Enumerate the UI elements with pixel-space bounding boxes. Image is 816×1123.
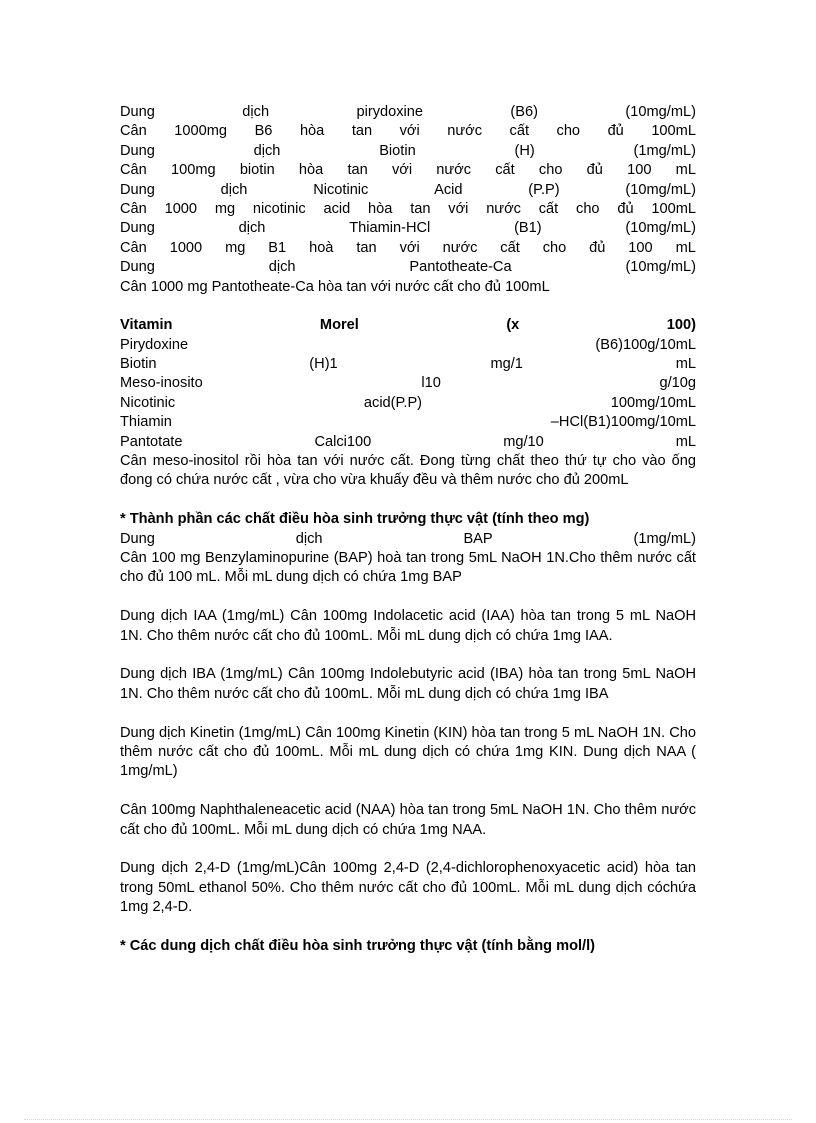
growth-regulators-mg-block bbox=[120, 510, 696, 917]
iaa-paragraph: Dung dịch IAA (1mg/mL) Cân 100mg Indolacetic acid (IAA) hòa tan trong 5 mL NaOH 1N. Cho thêm nước cất cho đủ 100mL. Mỗi mL dung dịch có chứa 1mg IAA. bbox=[120, 608, 696, 644]
vitamin-note: Cân meso-inositol rồi hòa tan với nước cất. Đong từng chất theo thứ tự cho vào ống đong có chứa nước cất , vừa cho vừa khuấy đều và thêm nước cho đủ 200mL bbox=[120, 453, 696, 489]
section-heading-mg: * Thành phần các chất điều hòa sinh trưởng thực vật (tính theo mg) bbox=[120, 511, 590, 528]
spacer bbox=[120, 297, 696, 316]
page-bottom-divider bbox=[24, 1119, 792, 1120]
spacer bbox=[120, 646, 696, 665]
vitamin-row: Biotin (H)1 mg/1 mL bbox=[120, 356, 696, 373]
bap-title: Dung dịch BAP (1mg/mL) bbox=[120, 530, 696, 547]
iba-paragraph: Dung dịch IBA (1mg/mL) Cân 100mg Indolebutyric acid (IBA) hòa tan trong 5mL NaOH 1N. Cho thêm nước cất cho đủ 100mL. Mỗi mL dung dịch có chứa 1mg IBA bbox=[120, 666, 696, 702]
stock-last-line: Cân 1000 mg Pantotheate-Ca hòa tan với nước cất cho đủ 100mL bbox=[120, 278, 550, 295]
justified-line: Cân 1000 mg nicotinic acid hòa tan với nước cất cho đủ 100mL bbox=[120, 200, 696, 217]
spacer bbox=[120, 491, 696, 510]
naa-paragraph: Cân 100mg Naphthaleneacetic acid (NAA) hòa tan trong 5mL NaOH 1N. Cho thêm nước cất cho đủ 100mL. Mỗi mL dung dịch có chứa 1mg NAA. bbox=[120, 802, 696, 838]
justified-line: Dung dịch Biotin (H) (1mg/mL) bbox=[120, 142, 696, 159]
stock-solutions-block bbox=[120, 103, 696, 297]
spacer bbox=[120, 782, 696, 801]
vitamin-row: Nicotinic acid(P.P) 100mg/10mL bbox=[120, 394, 696, 411]
justified-line: Cân 1000 mg B1 hoà tan với nước cất cho đủ 100 mL bbox=[120, 239, 696, 256]
document-page bbox=[120, 103, 696, 956]
justified-line: Dung dịch Pantotheate-Ca (10mg/mL) bbox=[120, 259, 696, 276]
spacer bbox=[120, 588, 696, 607]
justified-line: Dung dịch pirydoxine (B6) (10mg/mL) bbox=[120, 104, 696, 120]
kinetin-paragraph: Dung dịch Kinetin (1mg/mL) Cân 100mg Kinetin (KIN) hòa tan trong 5 mL NaOH 1N. Cho thêm nước cất cho đủ 100mL. Mỗi mL dung dịch có chứa 1mg KIN. Dung dịch NAA ( 1mg/mL) bbox=[120, 724, 696, 780]
justified-line: Dung dịch Nicotinic Acid (P.P) (10mg/mL) bbox=[120, 181, 696, 198]
vitamin-row: Thiamin –HCl(B1)100mg/10mL bbox=[120, 414, 696, 431]
spacer bbox=[120, 840, 696, 859]
spacer bbox=[120, 918, 696, 937]
spacer bbox=[120, 704, 696, 723]
vitamin-header: Vitamin Morel (x 100) bbox=[120, 317, 696, 334]
vitamin-row: Pirydoxine (B6)100g/10mL bbox=[120, 336, 696, 353]
section-heading-mol: * Các dung dịch chất điều hòa sinh trưởng thực vật (tính bằng mol/l) bbox=[120, 938, 596, 955]
bap-paragraph: Cân 100 mg Benzylaminopurine (BAP) hoà tan trong 5mL NaOH 1N.Cho thêm nước cất cho đủ 100 mL. Mỗi mL dung dịch có chứa 1mg BAP bbox=[120, 550, 696, 586]
justified-line: Cân 1000mg B6 hòa tan với nước cất cho đủ 100mL bbox=[120, 123, 696, 140]
vitamin-row: Meso-inosito l10 g/10g bbox=[120, 375, 696, 392]
vitamin-morel-block bbox=[120, 316, 696, 491]
d24-paragraph: Dung dịch 2,4-D (1mg/mL)Cân 100mg 2,4-D (2,4-dichlorophenoxyacetic acid) hòa tan trong 50mL ethanol 50%. Cho thêm nước cất cho đủ 100mL. Mỗi mL dung dịch cóchứa 1mg 2,4-D. bbox=[120, 860, 696, 916]
justified-line: Dung dịch Thiamin-HCl (B1) (10mg/mL) bbox=[120, 220, 696, 237]
justified-line: Cân 100mg biotin hòa tan với nước cất cho đủ 100 mL bbox=[120, 162, 696, 179]
vitamin-row: Pantotate Calci100 mg/10 mL bbox=[120, 433, 696, 450]
